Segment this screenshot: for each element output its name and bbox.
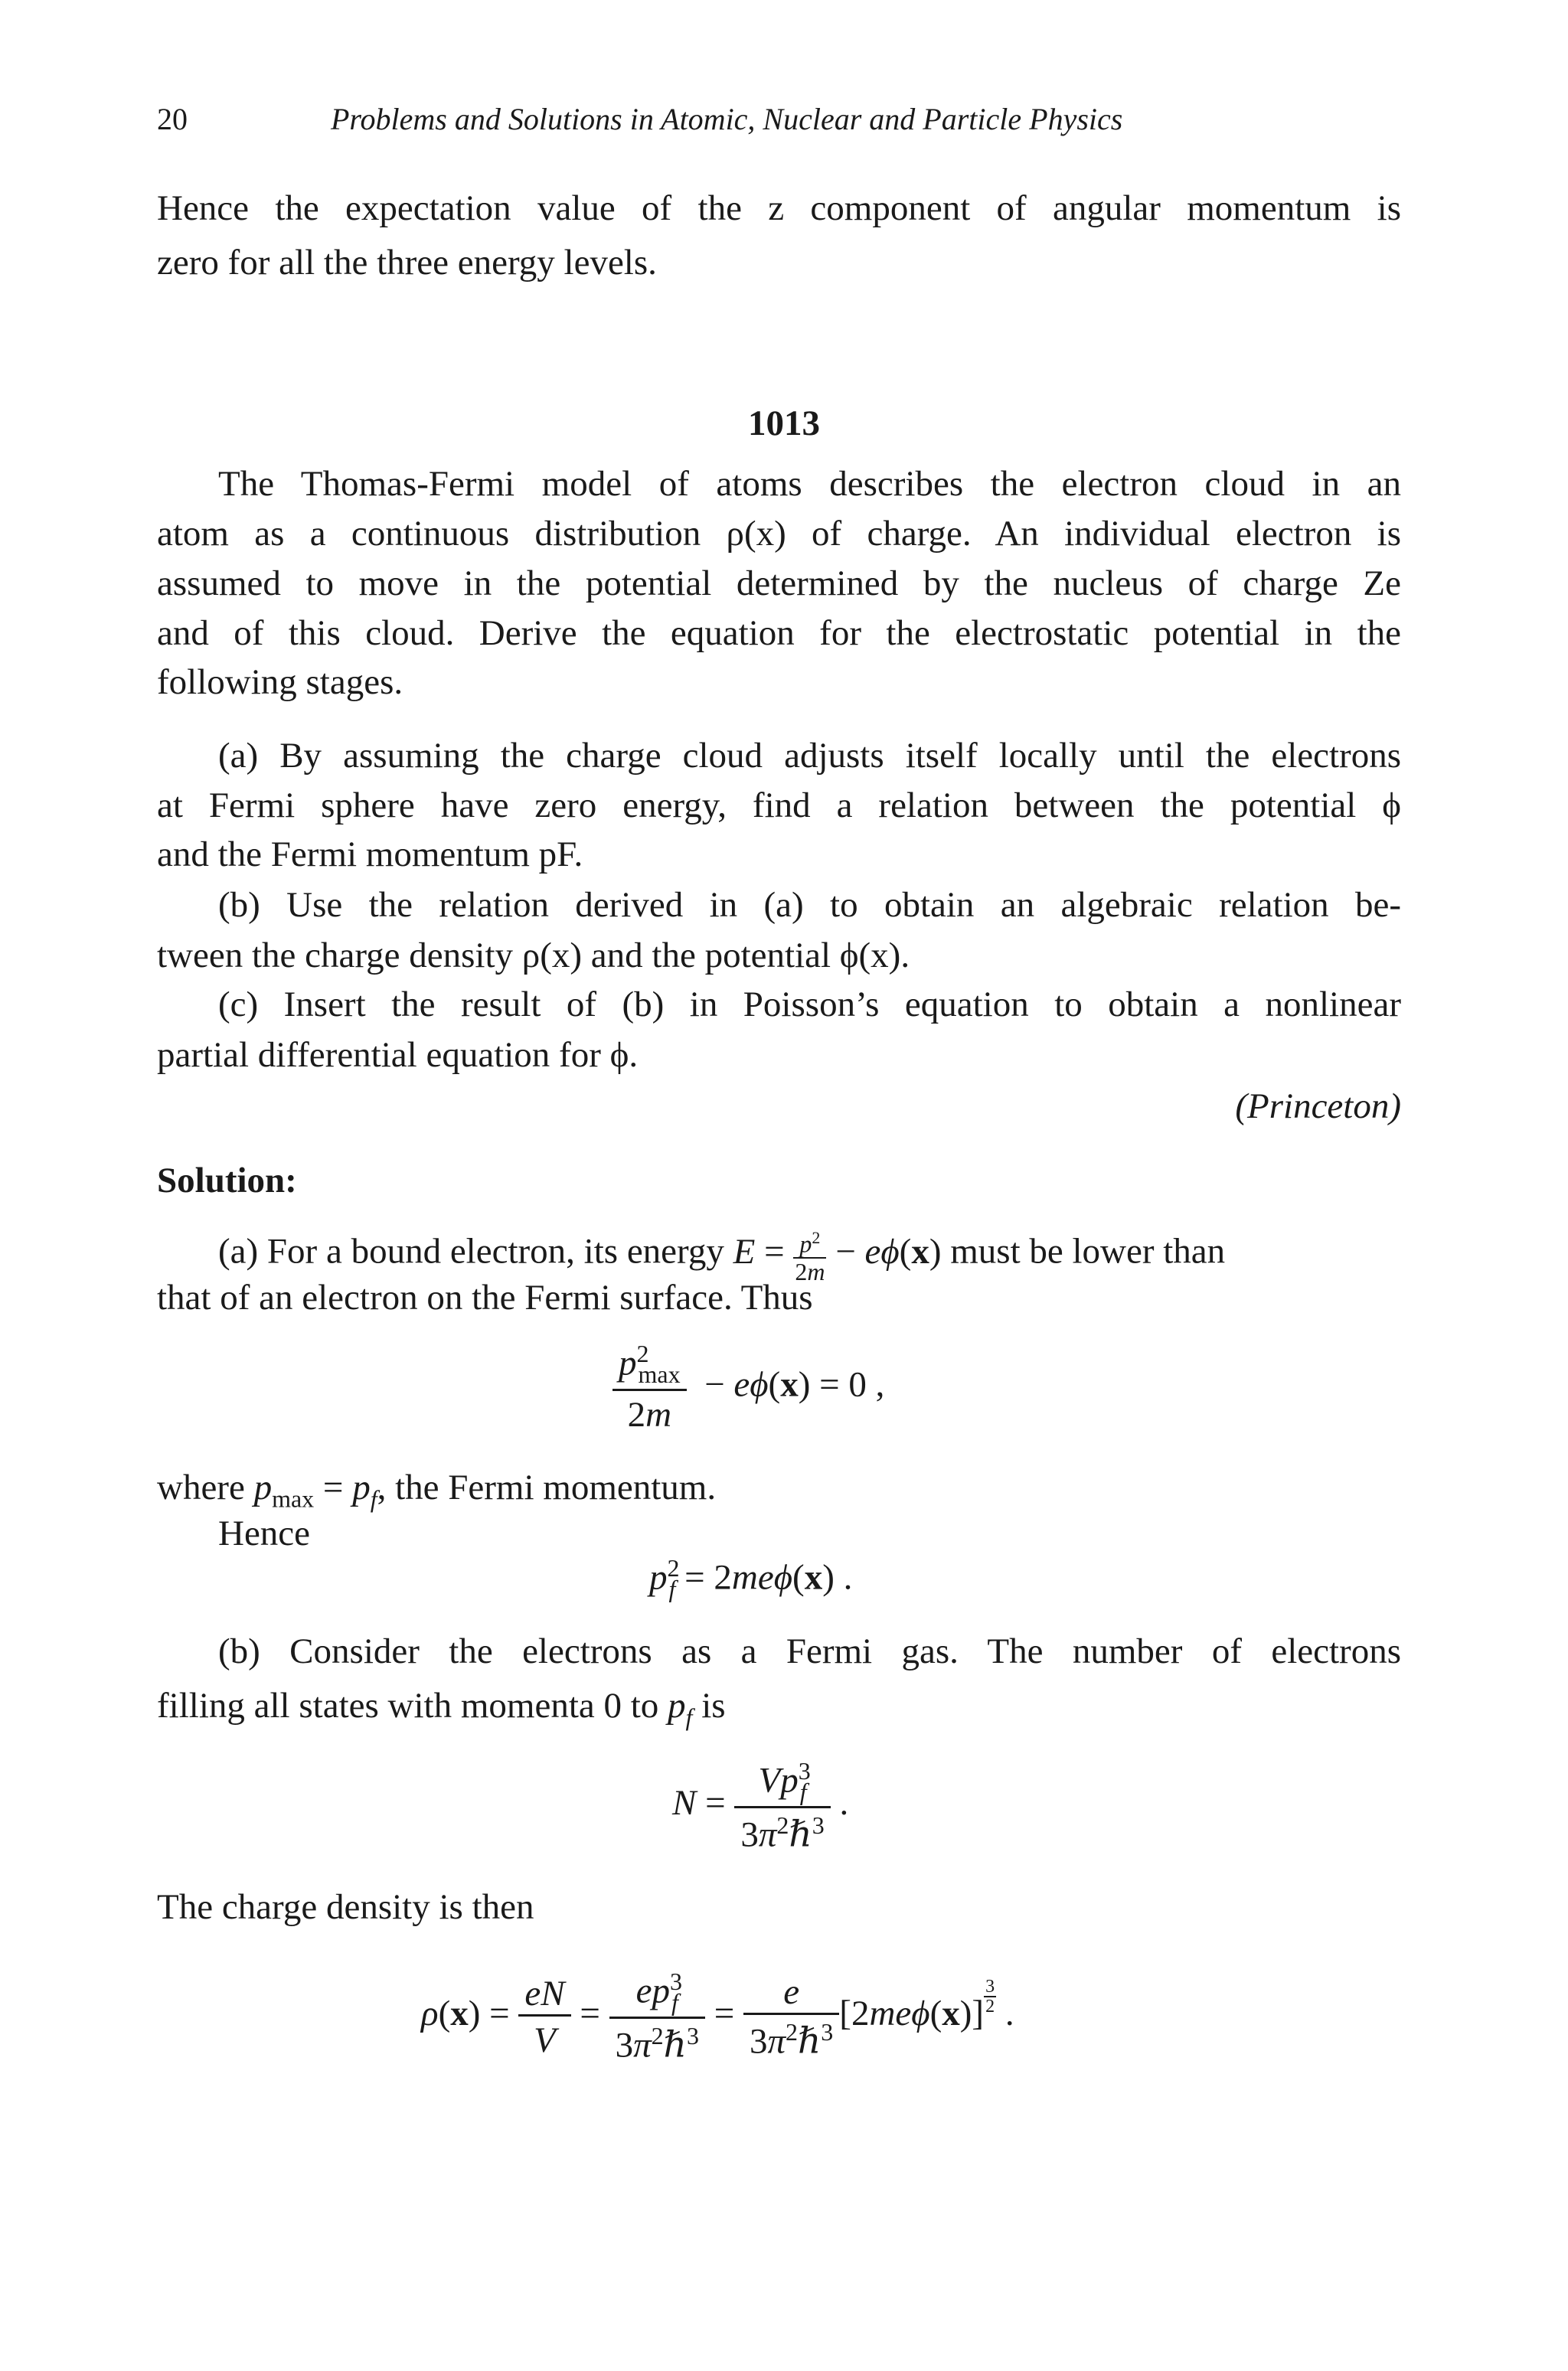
statement-line-2: atom as a continuous distribution ρ(x) of charge. An individual electron is (157, 514, 1401, 554)
solution-a-line-1-start: (a) For a bound electron, its energy (218, 1231, 724, 1272)
statement-line-1: The Thomas-Fermi model of atoms describes the electron cloud in an (218, 464, 1401, 504)
problem-number: 1013 (748, 403, 820, 443)
statement-line-4: and of this cloud. Derive the equation for the electrostatic potential in the (157, 613, 1401, 653)
solution-heading: Solution: (157, 1161, 297, 1200)
statement-line-5: following stages. (157, 662, 403, 702)
part-b-line-1: (b) Use the relation derived in (a) to obtain an algebraic relation be- (218, 885, 1401, 925)
running-title: Problems and Solutions in Atomic, Nuclear and Particle Physics (331, 102, 1123, 136)
fermi-momentum-equation: $p^2_f = 2me\phi(x)$ . (649, 1554, 853, 1603)
solution-b-line-1: (b) Consider the electrons as a Fermi gas. The number of electrons (218, 1631, 1401, 1671)
part-a-line-2: at Fermi sphere have zero energy, find a relation between the potential ϕ (157, 785, 1401, 825)
energy-inline-equation: E = $\frac{p^2}{2m}$ − eϕ(x) (733, 1228, 951, 1285)
intro-line-2: zero for all the three energy levels. (157, 243, 657, 282)
part-c-line-1: (c) Insert the result of (b) in Poisson’s equation to obtain a nonlinear (218, 985, 1401, 1024)
part-c-line-2: partial differential equation for ϕ. (157, 1035, 639, 1075)
page-number: 20 (157, 102, 188, 136)
problem-source: (Princeton) (1235, 1086, 1401, 1126)
part-a-line-3: and the Fermi momentum pF. (157, 834, 583, 874)
hence-label: Hence (218, 1514, 311, 1553)
intro-line-1: Hence the expectation value of the z component of angular momentum is (157, 188, 1401, 228)
fermi-energy-equation: $\frac{p^2_{max}}{2m}$ − eϕ(x) = 0 , (612, 1340, 884, 1435)
solution-b-line-2: filling all states with momenta 0 to $p_f$ is (157, 1686, 726, 1731)
part-b-line-2: tween the charge density ρ(x) and the potential ϕ(x). (157, 936, 910, 975)
charge-density-line: The charge density is then (157, 1887, 534, 1927)
solution-a-line-2: that of an electron on the Fermi surface. Thus (157, 1278, 813, 1318)
part-a-line-1: (a) By assuming the charge cloud adjusts itself locally until the electrons (218, 736, 1401, 776)
solution-a-line-1-end: must be lower than (950, 1231, 1226, 1272)
electron-number-equation: N = $\frac{Vp^3_f}{3\pi^2\hbar^3}$ . (672, 1757, 849, 1855)
where-line: where $p_{max} = p_f$, the Fermi momentum. (157, 1468, 717, 1513)
charge-density-equation: ρ(x) = $\frac{eN}{V}$ = $\frac{ep^3_f}{3\pi^2\hbar^3}$ = $\frac{e}{3\pi^2\hbar^3}$ [2meϕ(x)] $\frac{3}{2}$ . (421, 1968, 1014, 2066)
statement-line-3: assumed to move in the potential determined by the nucleus of charge Ze (157, 563, 1401, 603)
